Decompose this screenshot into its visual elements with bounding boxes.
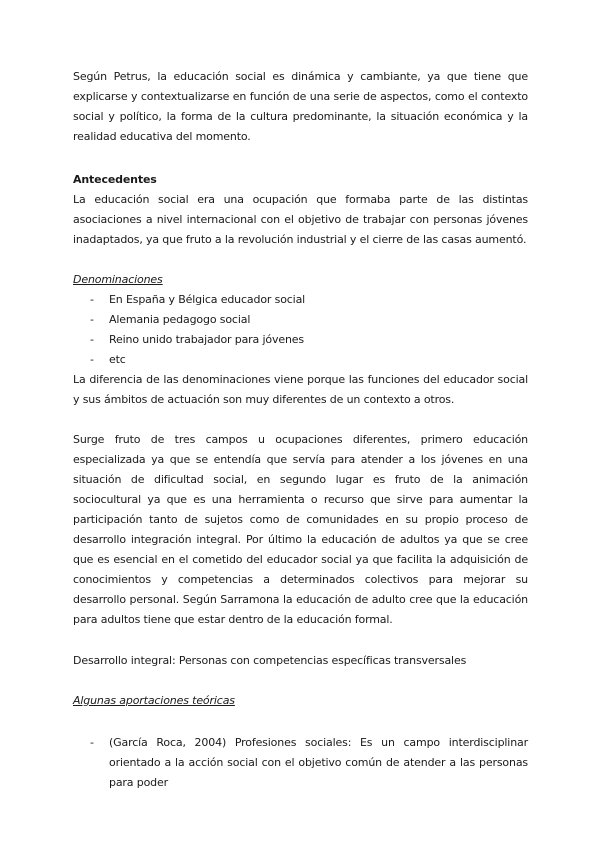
list-item xyxy=(73,290,528,310)
aportaciones-heading: Algunas aportaciones teóricas xyxy=(73,694,235,707)
paragraph-desarrollo: Desarrollo integral: Personas con competencias específicas transversales xyxy=(73,654,467,667)
antecedentes-heading: Antecedentes xyxy=(73,173,157,186)
denominaciones-section xyxy=(73,270,528,410)
list-item xyxy=(73,330,528,350)
list-item-text: etc xyxy=(109,353,126,366)
list-item-text: Alemania pedagogo social xyxy=(109,313,251,326)
antecedentes-section xyxy=(73,170,528,250)
paragraph-petrus-block xyxy=(73,67,528,147)
dash-bullet: - xyxy=(90,313,94,326)
aportaciones-list-item xyxy=(73,733,528,793)
aportaciones-item-text: (García Roca, 2004) Profesiones sociales: Es un campo interdisciplinar orientado a la acción social con el objetivo común de atender a las personas para poder xyxy=(109,736,528,789)
antecedentes-text: La educación social era una ocupación que formaba parte de las distintas asociaciones a nivel internacional con el objetivo de trabajar con personas jóvenes inadaptados, ya que fruto a la revolución industrial y el cierre de las casas aumentó. xyxy=(73,193,528,246)
list-item-text: Reino unido trabajador para jóvenes xyxy=(109,333,304,346)
denominaciones-heading: Denominaciones xyxy=(73,273,163,286)
paragraph-desarrollo-block xyxy=(73,651,528,671)
dash-bullet: - xyxy=(90,293,94,306)
list-item-text: En España y Bélgica educador social xyxy=(109,293,306,306)
aportaciones-section xyxy=(73,691,528,793)
paragraph-campos-block xyxy=(73,430,528,630)
list-item xyxy=(73,310,528,330)
denominaciones-list xyxy=(73,290,528,370)
dash-bullet: - xyxy=(90,333,94,346)
dash-bullet: - xyxy=(90,353,94,366)
denominaciones-after-text: La diferencia de las denominaciones viene porque las funciones del educador social y sus ámbitos de actuación son muy diferentes de un contexto a otros. xyxy=(73,373,528,406)
list-item xyxy=(73,350,528,370)
paragraph-petrus: Según Petrus, la educación social es dinámica y cambiante, ya que tiene que explicarse y contextualizarse en función de una serie de aspectos, como el contexto social y político, la forma de la cultura predominante, la situación económica y la realidad educativa del momento. xyxy=(73,70,528,143)
paragraph-campos: Surge fruto de tres campos u ocupaciones diferentes, primero educación especializada ya que se entendía que servía para atender a los jóvenes en una situación de dificultad social, en segundo lugar es fruto de la animación sociocultural ya que es una herramienta o recurso que sirve para aumentar la participación tanto de sujetos como de comunidades en su propio proceso de desarrollo integración integral. Por último la educación de adultos ya que se cree que es esencial en el cometido del educador social ya que facilita la adquisición de conocimientos y competencias a determinados colectivos para mejorar su desarrollo personal. Según Sarramona la educación de adulto cree que la educación para adultos tiene que estar dentro de la educación formal. xyxy=(73,433,528,626)
dash-bullet: - xyxy=(90,736,94,749)
